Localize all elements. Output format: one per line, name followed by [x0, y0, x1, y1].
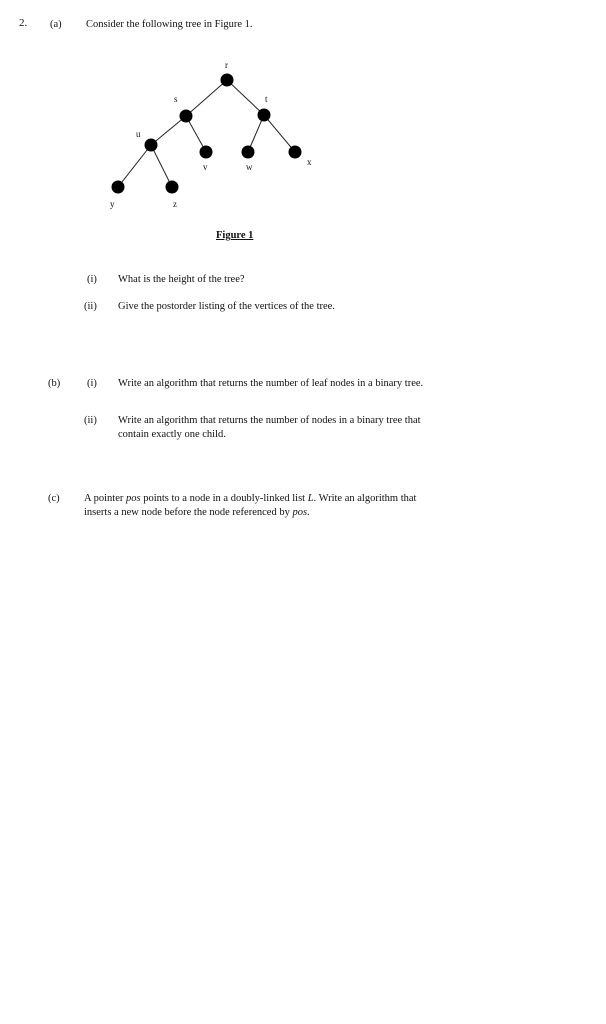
tree-edge-s-u	[151, 116, 186, 145]
part-c-line2	[84, 506, 310, 519]
part-c-line1-c: . Write an algorithm that	[313, 493, 417, 504]
tree-node-w	[242, 146, 255, 159]
part-a-i-label: (i)	[87, 274, 97, 285]
part-b-label: (b)	[48, 378, 61, 389]
tree-node-x	[289, 146, 302, 159]
figure-caption: Figure 1	[216, 230, 254, 241]
question-number: 2.	[19, 17, 28, 29]
tree-label-v: v	[203, 162, 208, 172]
part-b-ii-line2: contain exactly one child.	[118, 429, 226, 440]
tree-edge-t-x	[264, 115, 295, 152]
tree-label-z: z	[173, 199, 177, 209]
part-c-line2-b: .	[307, 507, 310, 518]
part-a-ii-label: (ii)	[84, 301, 97, 312]
part-a-label: (a)	[50, 19, 62, 30]
tree-node-z	[166, 181, 179, 194]
tree-edge-r-t	[227, 80, 264, 115]
part-b-ii-label: (ii)	[84, 415, 97, 426]
part-c-label: (c)	[48, 493, 60, 504]
tree-label-u: u	[136, 129, 141, 139]
part-c-line2-a: inserts a new node before the node referenced by	[84, 507, 293, 518]
part-c-pos-term-2: pos	[292, 507, 308, 518]
tree-node-r	[221, 74, 234, 87]
tree-figure	[0, 0, 606, 250]
part-c-list-term: L	[307, 493, 314, 504]
part-b-ii-line1: Write an algorithm that returns the number of nodes in a binary tree that	[118, 415, 421, 426]
tree-node-t	[258, 109, 271, 122]
tree-node-u	[145, 139, 158, 152]
tree-label-t: t	[265, 94, 268, 104]
tree-label-w: w	[246, 162, 253, 172]
part-a-ii-text: Give the postorder listing of the vertices of the tree.	[118, 301, 335, 312]
part-c-pos-term: pos	[126, 493, 141, 504]
part-b-i-label: (i)	[87, 378, 97, 389]
tree-node-s	[180, 110, 193, 123]
tree-edge-u-z	[151, 145, 172, 187]
part-a-intro: Consider the following tree in Figure 1.	[86, 19, 253, 30]
tree-edge-r-s	[186, 80, 227, 116]
tree-label-x: x	[307, 157, 312, 167]
part-c-line1	[84, 492, 416, 505]
tree-label-s: s	[174, 94, 178, 104]
tree-label-r: r	[225, 60, 228, 70]
tree-node-y	[112, 181, 125, 194]
part-a-i-text: What is the height of the tree?	[118, 274, 245, 285]
part-b-i-text: Write an algorithm that returns the number of leaf nodes in a binary tree.	[118, 378, 424, 389]
part-c-line1-b: points to a node in a doubly-linked list	[140, 493, 308, 504]
tree-edge-u-y	[118, 145, 151, 187]
tree-label-y: y	[110, 199, 115, 209]
tree-node-v	[200, 146, 213, 159]
part-c-line1-a: A pointer	[84, 493, 126, 504]
